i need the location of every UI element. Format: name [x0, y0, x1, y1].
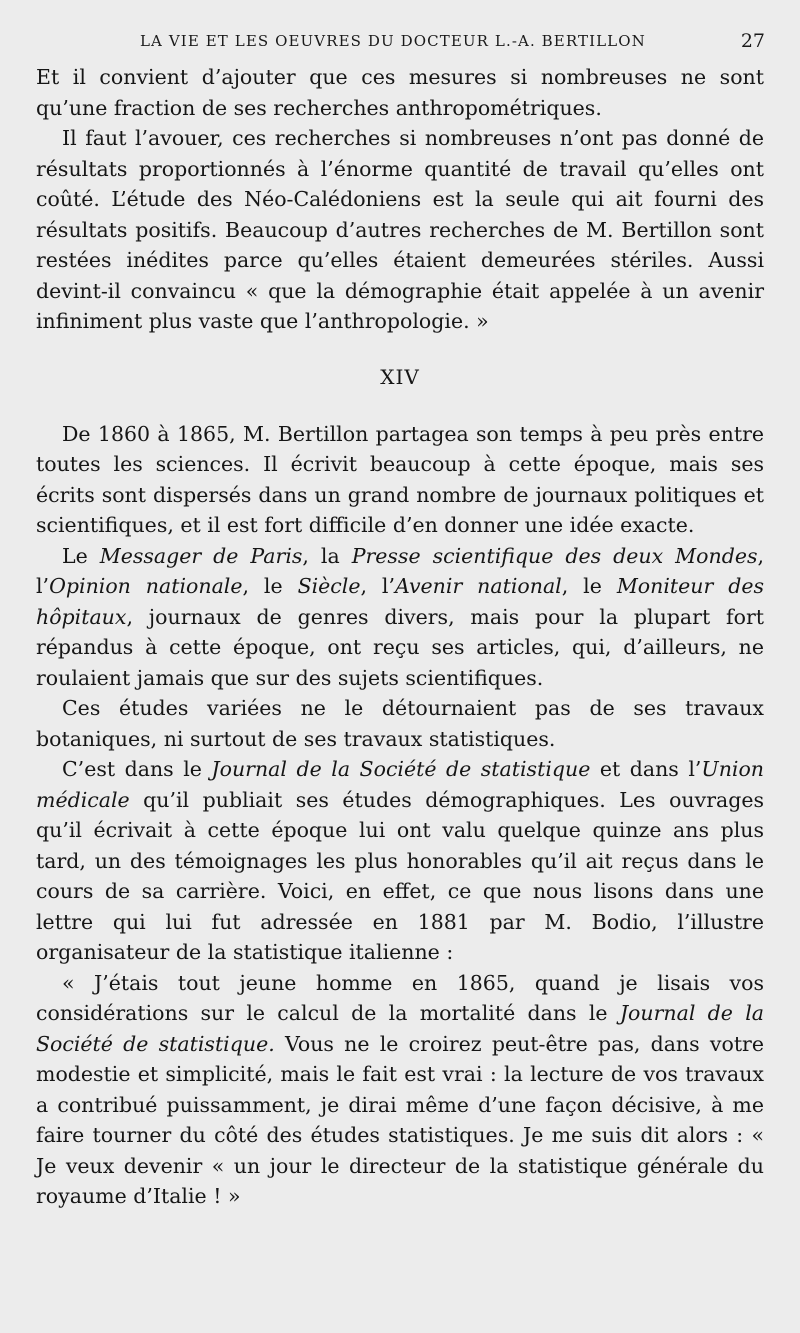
text-run: « J’étais tout jeune homme en 1865, quand je lisais vos considérations sur le calcul de la mortalité dans le	[36, 970, 764, 1025]
journal-title: Union médicale	[36, 757, 765, 812]
paragraph-1: Et il convient d’ajouter que ces mesures si nombreuses ne sont qu’une fraction de ses recherches anthropométriques.	[36, 65, 764, 120]
text-run: C’est dans le	[62, 757, 212, 781]
newspaper-title: Siècle	[297, 574, 361, 598]
text-run: , le	[561, 574, 617, 598]
newspaper-title: Moniteur des hôpitaux	[36, 574, 764, 629]
paragraph-2: Il faut l’avouer, ces recherches si nombreuses n’ont pas donné de résultats proportionnés à l’énorme quantité de travail qu’elles ont coûté. L’étude des Néo-Calédoniens est la seule qui ait fourni des résultats positifs. Beaucoup d’autres recherches de M. Bertillon sont restées inédites parce qu’elles étaient demeurées stériles. Aussi devint-il convaincu « que la démographie était appelée à un avenir infiniment plus vaste que l’anthropologie. »	[36, 126, 764, 333]
newspaper-title: Opinion nationale	[49, 574, 243, 598]
text-run: Vous ne le croirez peut-être pas, dans votre modestie et simplicité, mais le fait est vrai : la lecture de vos travaux a contribué puissamment, je dirai même d’une façon décisive, à me faire tourner du côté des études statistiques. Je me suis dit alors : « Je veux devenir « un jour le directeur de la statistique générale du royaume d’Italie ! »	[36, 1031, 764, 1208]
page-number: 27	[740, 30, 765, 52]
text-run: , le	[242, 574, 298, 598]
journal-title: Journal de la Société de statistique	[211, 757, 591, 781]
text-run: , l’	[360, 574, 395, 598]
text-run: , la	[302, 543, 352, 568]
text-run: Le	[62, 543, 100, 568]
text-run: et dans l’	[590, 757, 702, 781]
paragraph-3: De 1860 à 1865, M. Bertillon partagea son temps à peu près entre toutes les sciences. Il écrivit beaucoup à cette époque, mais ses écrits sont dispersés dans un grand nombre de journaux politiques et scientifiques, et il est fort difficile d’en donner une idée exacte.	[36, 421, 764, 537]
paragraph-4	[36, 541, 764, 694]
text-run: , l’	[36, 543, 765, 598]
paragraph-7-quotation	[36, 968, 764, 1212]
paragraph-5: Ces études variées ne le détournaient pas de ses travaux botaniques, ni surtout de ses travaux statistiques.	[36, 696, 764, 751]
text-run: , journaux de genres divers, mais pour la plupart fort répandus à cette époque, ont reçu ses articles, qui, d’ailleurs, ne roulaient jamais que sur des sujets scientifiques.	[36, 604, 764, 690]
newspaper-title: Avenir national	[395, 574, 562, 598]
newspaper-title: Messager de Paris	[99, 543, 303, 568]
body-text	[36, 62, 764, 1212]
newspaper-title: Presse scientifique des deux Mondes	[351, 543, 758, 568]
journal-title: Journal de la Société de statistique.	[36, 1001, 764, 1056]
text-run: qu’il publiait ses études démographiques. Les ouvrages qu’il écrivait à cette époque lui ont valu quelque quinze ans plus tard, un des témoignages les plus honorables qu’il ait reçus dans le cours de sa carrière. Voici, en effet, ce que nous lisons dans une lettre qui lui fut adressée en 1881 par M. Bodio, l’illustre organisateur de la statistique italienne :	[36, 787, 764, 964]
page-header	[140, 30, 765, 54]
paragraph-6	[36, 754, 764, 968]
running-title: LA VIE ET LES OEUVRES DU DOCTEUR L.-A. BERTILLON	[140, 32, 646, 50]
section-heading: XIV	[380, 364, 420, 389]
